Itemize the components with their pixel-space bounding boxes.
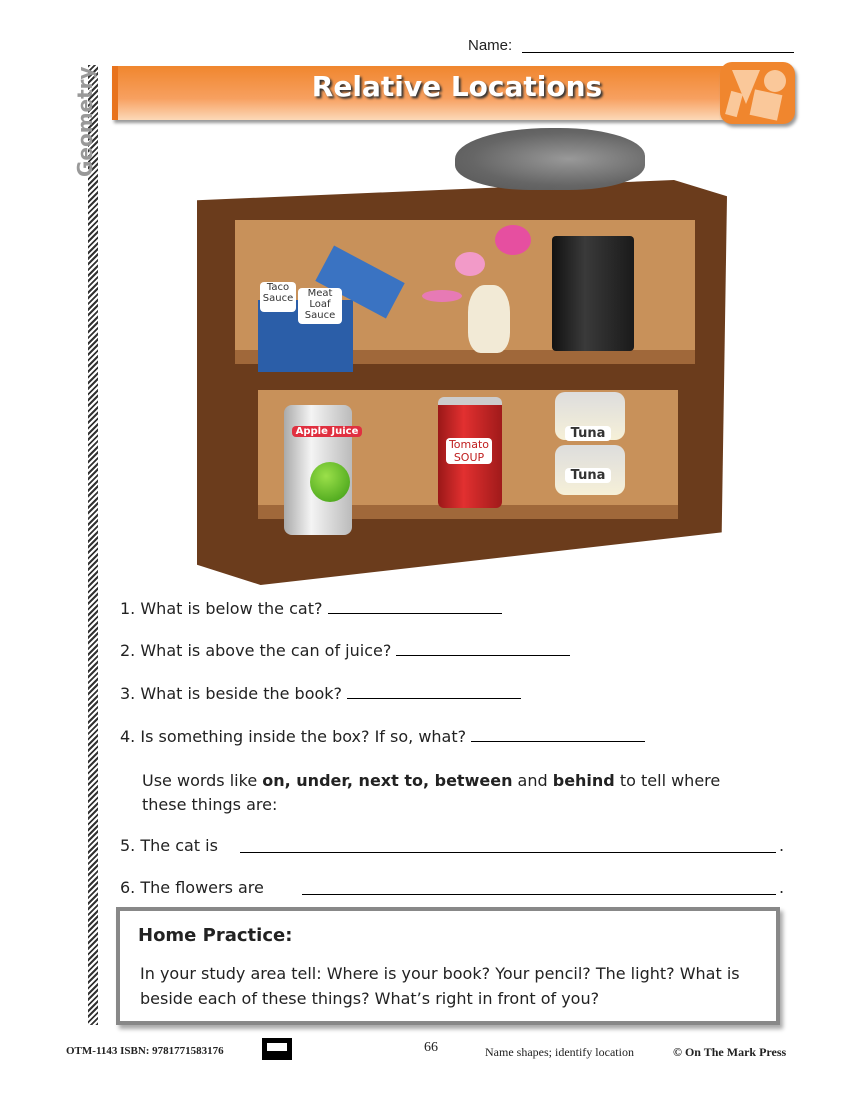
answer-field[interactable] [328,613,502,614]
taco-sauce-label: Taco Sauce [260,282,296,312]
flower-vase [468,285,510,353]
answer-field[interactable] [302,894,776,895]
question-3 [120,684,521,703]
answer-field[interactable] [347,698,521,699]
sentence-5 [120,836,218,855]
question-text: 2. What is above the can of juice? [120,641,392,660]
flower [455,252,485,276]
home-practice-box [116,907,780,1025]
question-4 [120,727,645,746]
answer-field[interactable] [240,852,776,853]
footer-topic: Name shapes; identify location [485,1045,634,1059]
period: . [779,836,785,855]
page-title: Relative Locations [311,70,603,103]
instructions-text: Use words like [142,771,263,790]
instructions-text: and [512,771,553,790]
copyright: © On The Mark Press [673,1045,787,1059]
keywords: on, under, next to, between [262,771,513,790]
page-number: 66 [424,1040,438,1055]
scanner-icon [262,1038,292,1060]
geometry-logo-icon [720,62,795,124]
tuna-label: Tuna [565,426,611,441]
flower [495,225,531,255]
subject-label: Geometry [73,66,97,177]
question-text: 3. What is beside the book? [120,684,343,703]
question-1 [120,599,502,618]
answer-field[interactable] [396,655,570,656]
flower [422,290,462,302]
tuna-label: Tuna [565,468,611,483]
meat-loaf-sauce-label: Meat Loaf Sauce [298,288,342,324]
question-text: 4. Is something inside the box? If so, what? [120,727,467,746]
tomato-soup-label: Tomato SOUP [446,438,492,464]
period: . [779,878,785,897]
name-label: Name: [468,37,513,54]
apple-juice-label: Apple Juice [292,426,362,437]
home-practice-text: In your study area tell: Where is your book? Your pencil? The light? What is beside each of these things? What’s right in front of you? [140,964,740,1008]
question-text: 1. What is below the cat? [120,599,323,618]
apple-image [310,462,350,502]
keyword: behind [552,771,615,790]
name-field[interactable] [522,52,794,53]
sentence-text: 6. The flowers are [120,878,264,897]
answer-field[interactable] [471,741,645,742]
instructions-text: to tell where these things are: [142,771,721,814]
home-practice-title: Home Practice: [138,925,293,946]
question-2 [120,641,570,660]
black-book [552,236,634,351]
sentence-text: 5. The cat is [120,836,218,855]
footer-code: OTM-1143 ISBN: 9781771583176 [66,1045,224,1057]
sentence-6 [120,878,264,897]
instructions [142,769,742,817]
cat-image [455,128,645,190]
margin-hatch [88,65,98,1025]
